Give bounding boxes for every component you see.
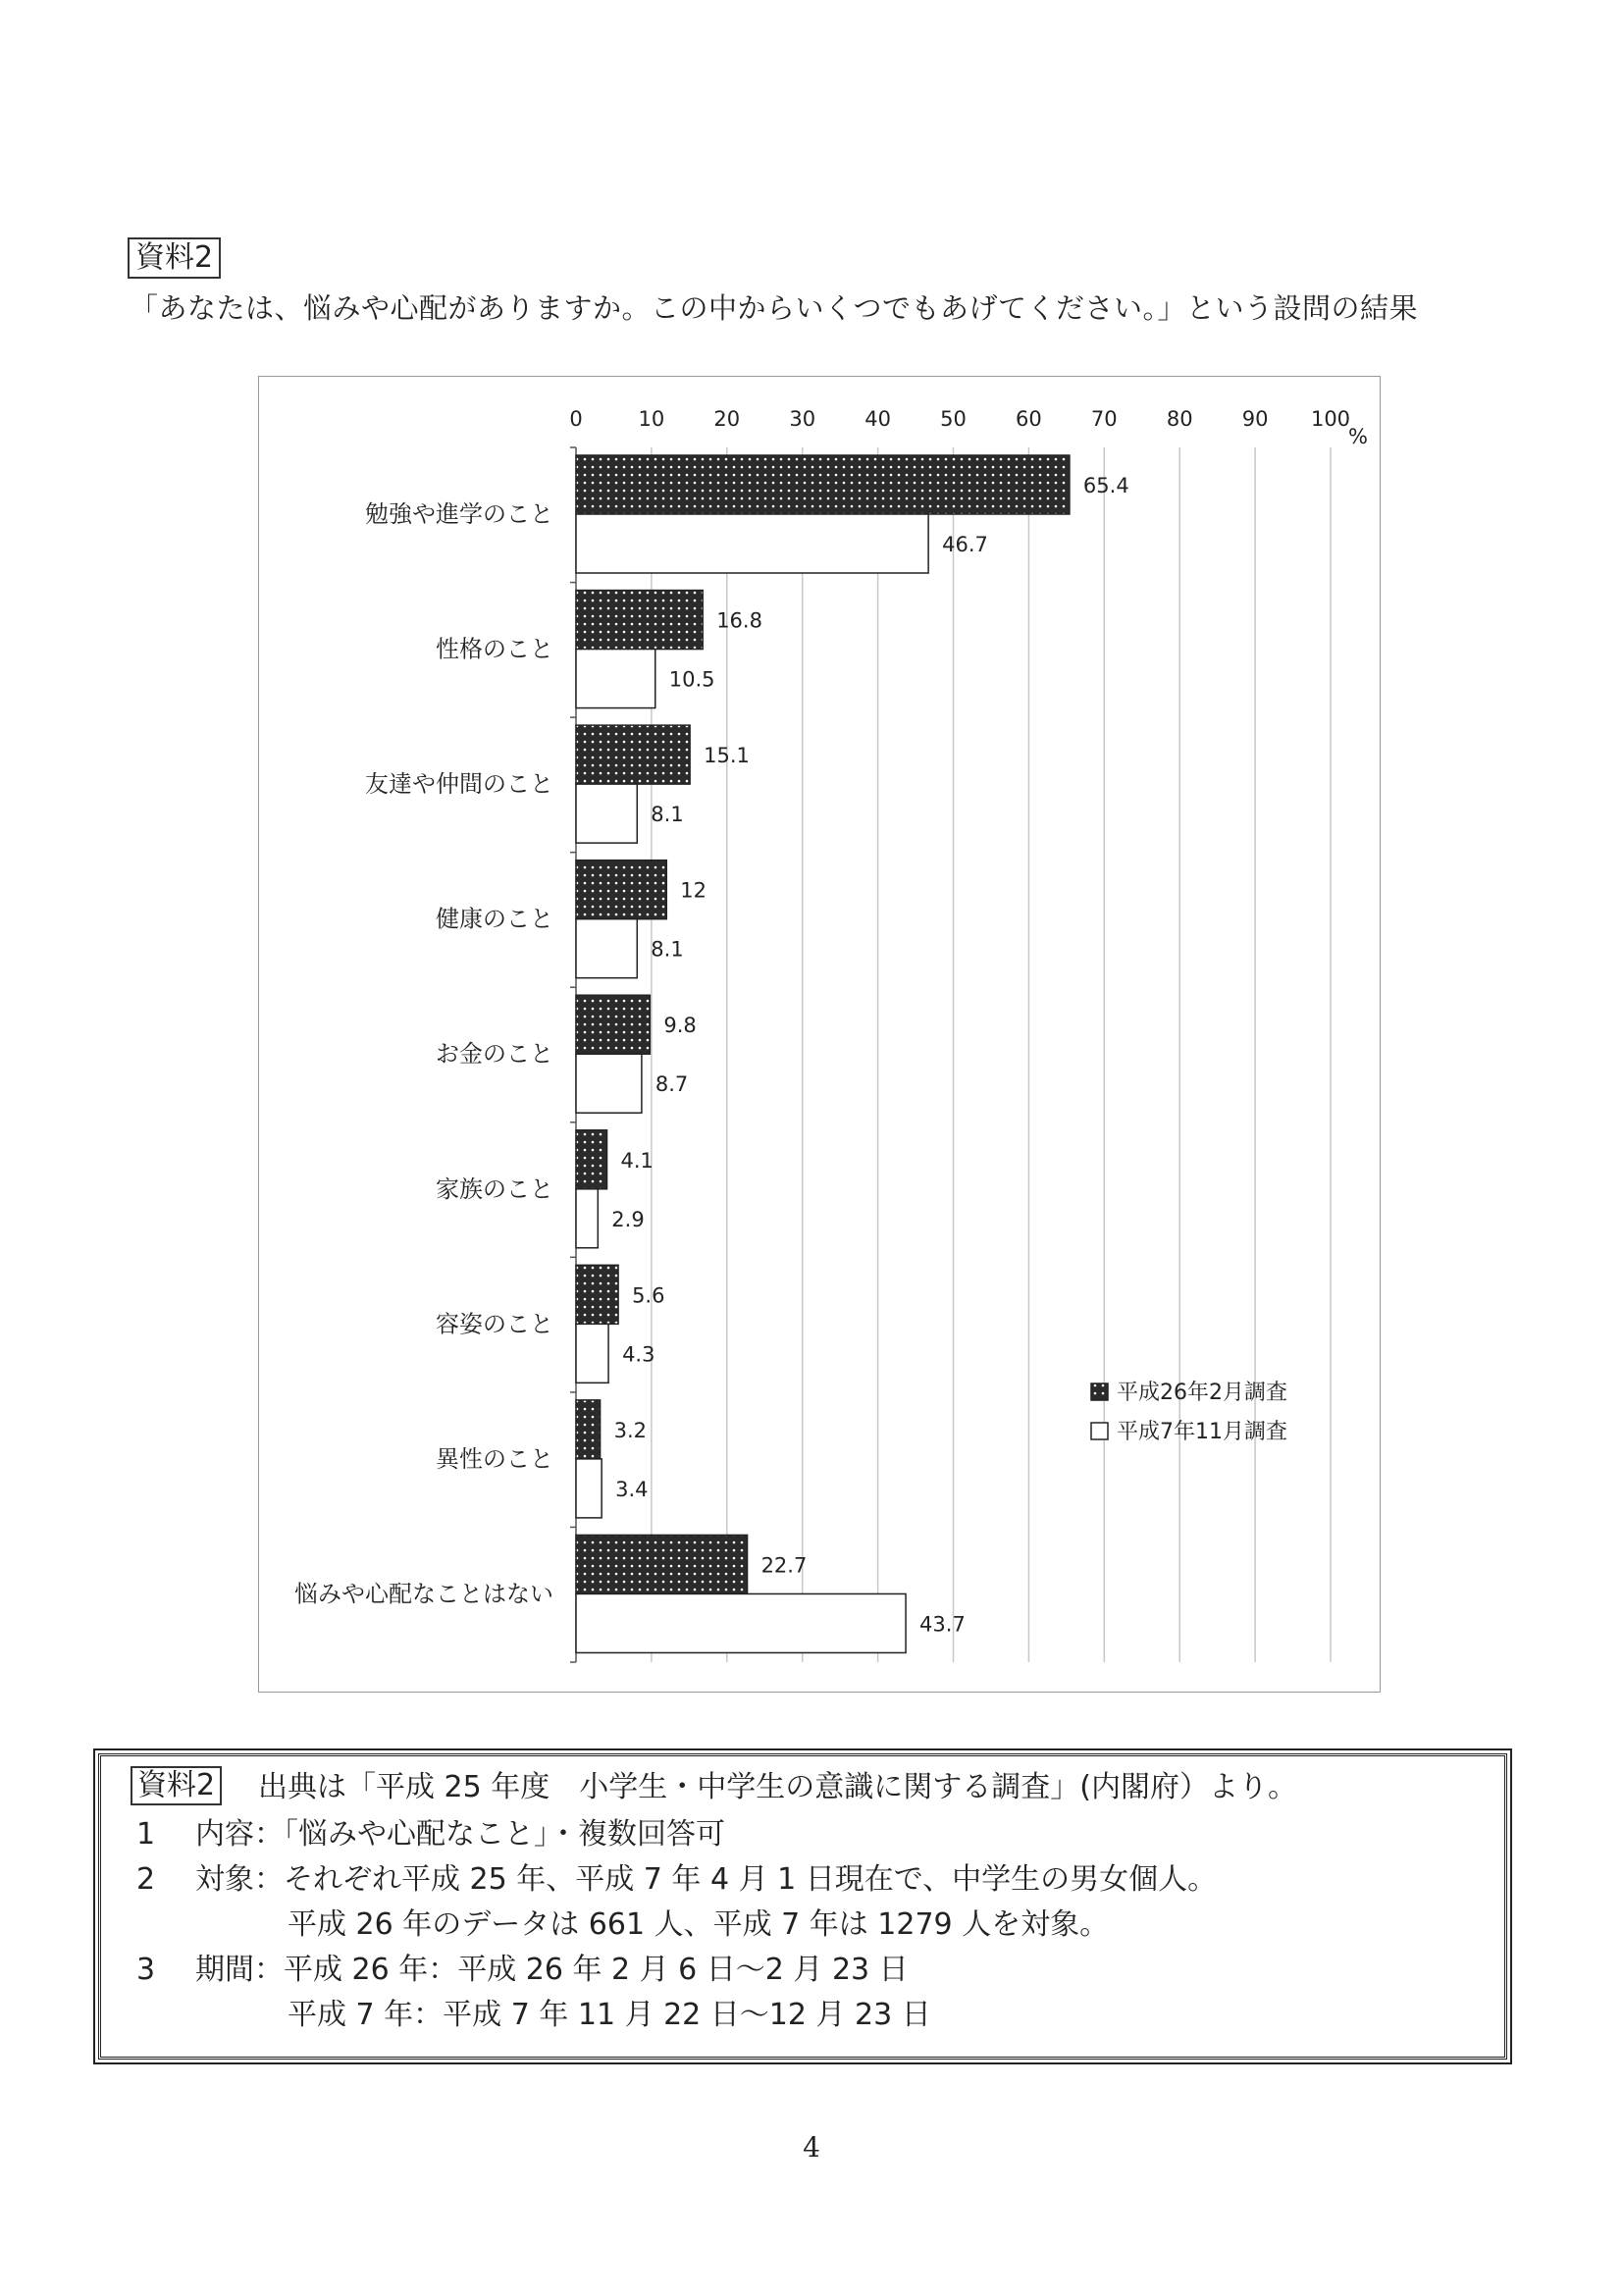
page-number: 4 — [803, 2131, 820, 2164]
bar-h26 — [576, 1265, 618, 1324]
value-label: 16.8 — [716, 608, 762, 633]
category-label: 悩みや心配なことはない — [294, 1580, 553, 1608]
x-tick-label: 40 — [864, 407, 891, 431]
x-tick-label: 90 — [1241, 407, 1269, 431]
source-item-continuation: 平成 26 年のデータは 661 人、平成 7 年は 1279 人を対象。 — [288, 1907, 1110, 1942]
bar-h7 — [576, 1054, 642, 1113]
x-tick-label: 60 — [1016, 407, 1042, 431]
x-unit-label: % — [1348, 425, 1368, 448]
bar-h7 — [576, 1593, 906, 1652]
category-label: 性格のこと — [436, 635, 553, 663]
value-label: 15.1 — [704, 744, 750, 768]
x-tick-label: 50 — [940, 407, 967, 431]
value-label: 8.1 — [651, 937, 684, 962]
bar-h26 — [576, 591, 703, 650]
bar-h7 — [576, 784, 637, 843]
value-label: 5.6 — [632, 1283, 665, 1308]
category-label: 友達や仲間のこと — [365, 770, 553, 799]
category-label: お金のこと — [436, 1040, 553, 1069]
value-label: 2.9 — [611, 1207, 645, 1231]
legend-swatch — [1091, 1423, 1108, 1439]
source-item-text: 期間：平成 26 年：平成 26 年 2 月 6 日～2 月 23 日 — [195, 1953, 909, 1987]
source-item-text: 内容：「悩みや心配なこと」・複数回答可 — [195, 1817, 725, 1852]
survey-question: 「あなたは、悩みや心配がありますか。この中からいくつでもあげてください。」という設問の結果 — [130, 291, 1419, 325]
value-label: 12 — [680, 878, 707, 903]
source-title: 出典は「平成 25 年度 小学生・中学生の意識に関する調査」(内閣府）より。 — [258, 1770, 1297, 1804]
category-label: 健康のこと — [436, 905, 553, 933]
bar-chart — [259, 377, 1380, 1692]
category-label: 家族のこと — [436, 1174, 553, 1203]
source-notes-box — [98, 1753, 1507, 2060]
source-tag: 資料2 — [131, 1766, 222, 1805]
bar-h26 — [576, 1535, 748, 1593]
bar-h26 — [576, 861, 666, 919]
value-label: 43.7 — [919, 1612, 966, 1637]
legend-swatch — [1091, 1383, 1108, 1400]
bar-h26 — [576, 1130, 607, 1189]
category-label: 勉強や進学のこと — [365, 500, 553, 528]
value-label: 10.5 — [668, 667, 715, 692]
bar-h7 — [576, 650, 655, 708]
material-tag: 資料2 — [128, 237, 221, 279]
value-label: 3.4 — [615, 1477, 649, 1501]
bar-h26 — [576, 725, 690, 784]
x-tick-label: 30 — [789, 407, 816, 431]
x-tick-label: 20 — [713, 407, 741, 431]
legend-label: 平成26年2月調査 — [1117, 1381, 1287, 1405]
value-label: 3.2 — [613, 1418, 648, 1442]
value-label: 9.8 — [663, 1014, 697, 1038]
source-item-text: 対象：それぞれ平成 25 年、平成 7 年 4 月 1 日現在で、中学生の男女個人。 — [195, 1862, 1218, 1897]
x-tick-label: 0 — [569, 407, 583, 431]
bar-h7 — [576, 514, 928, 573]
bar-h7 — [576, 1189, 598, 1248]
bar-h26 — [576, 455, 1070, 514]
value-label: 8.7 — [654, 1072, 689, 1097]
bar-h7 — [576, 919, 637, 978]
category-label: 異性のこと — [436, 1444, 553, 1473]
source-item-number: 1 — [136, 1817, 156, 1852]
x-tick-label: 80 — [1166, 407, 1193, 431]
bar-h7 — [576, 1459, 602, 1518]
x-tick-label: 70 — [1090, 407, 1118, 431]
category-label: 容姿のこと — [436, 1310, 553, 1338]
value-label: 8.1 — [651, 803, 684, 827]
source-item-number: 3 — [136, 1953, 156, 1987]
source-item-continuation: 平成 7 年：平成 7 年 11 月 22 日～12 月 23 日 — [288, 1998, 931, 2032]
chart-frame — [258, 376, 1381, 1693]
value-label: 65.4 — [1082, 474, 1129, 497]
legend-label: 平成7年11月調査 — [1117, 1420, 1287, 1444]
source-item-number: 2 — [136, 1862, 156, 1897]
value-label: 46.7 — [942, 533, 988, 556]
bar-h26 — [576, 995, 650, 1054]
x-tick-label: 100 — [1310, 407, 1351, 431]
x-tick-label: 10 — [638, 407, 665, 431]
value-label: 4.3 — [622, 1342, 655, 1367]
bar-h7 — [576, 1324, 608, 1383]
value-label: 22.7 — [760, 1553, 808, 1578]
value-label: 4.1 — [620, 1148, 654, 1173]
bar-h26 — [576, 1400, 601, 1459]
